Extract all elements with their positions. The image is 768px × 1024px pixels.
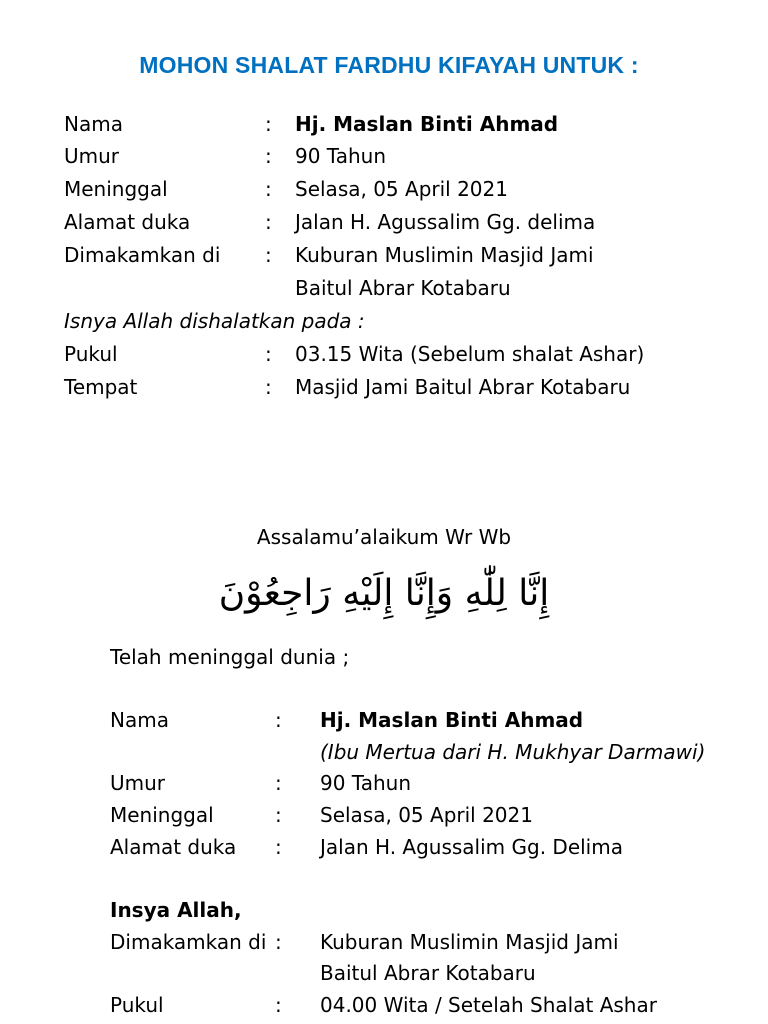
s2-colon: :: [275, 708, 282, 732]
s2-value-dimakamkan-line2: Baitul Abrar Kotabaru: [320, 961, 536, 985]
s1-label-nama: Nama: [64, 112, 123, 136]
s1-colon: :: [265, 243, 272, 267]
s2-value-nama-note: (Ibu Mertua dari H. Mukhyar Darmawi): [320, 740, 706, 764]
s1-label-alamat: Alamat duka: [64, 210, 191, 234]
document-title: MOHON SHALAT FARDHU KIFAYAH UNTUK :: [139, 52, 639, 78]
s2-value-dimakamkan-line1: Kuburan Muslimin Masjid Jami: [320, 930, 619, 954]
s2-value-umur: 90 Tahun: [320, 771, 411, 795]
s1-value-pukul: 03.15 Wita (Sebelum shalat Ashar): [295, 342, 645, 366]
s1-value-dimakamkan-line1: Kuburan Muslimin Masjid Jami: [295, 243, 594, 267]
s2-intro-text: Telah meninggal dunia ;: [110, 645, 350, 669]
s2-label-pukul: Pukul: [110, 993, 164, 1017]
s1-label-dimakamkan: Dimakamkan di: [64, 243, 221, 267]
s1-label-umur: Umur: [64, 144, 120, 168]
s1-colon: :: [265, 112, 272, 136]
s1-value-dimakamkan-line2: Baitul Abrar Kotabaru: [295, 276, 511, 300]
s1-intro-text: Isnya Allah dishalatkan pada :: [64, 309, 365, 333]
s2-label-dimakamkan: Dimakamkan di: [110, 930, 267, 954]
arabic-verse: إِنَّا لِلّٰهِ وَإِنَّا إِلَيْهِ رَاجِعُوْنَ: [218, 573, 550, 614]
s2-label-alamat: Alamat duka: [110, 835, 237, 859]
s2-value-meninggal: Selasa, 05 April 2021: [320, 803, 533, 827]
s1-colon: :: [265, 177, 272, 201]
s2-label-meninggal: Meninggal: [110, 803, 214, 827]
s2-colon: :: [275, 993, 282, 1017]
s1-colon: :: [265, 375, 272, 399]
s2-colon: :: [275, 835, 282, 859]
s1-colon: :: [265, 210, 272, 234]
s2-colon: :: [275, 930, 282, 954]
s2-label-nama: Nama: [110, 708, 169, 732]
greeting: Assalamu’alaikum Wr Wb: [256, 525, 512, 549]
s1-value-meninggal: Selasa, 05 April 2021: [295, 177, 508, 201]
s1-value-tempat: Masjid Jami Baitul Abrar Kotabaru: [295, 375, 631, 399]
s1-label-meninggal: Meninggal: [64, 177, 168, 201]
s1-value-nama: Hj. Maslan Binti Ahmad: [295, 112, 559, 136]
s1-value-alamat: Jalan H. Agussalim Gg. delima: [295, 210, 596, 234]
s2-value-alamat: Jalan H. Agussalim Gg. Delima: [320, 835, 623, 859]
s1-colon: :: [265, 342, 272, 366]
s2-colon: :: [275, 771, 282, 795]
s2-label-umur: Umur: [110, 771, 166, 795]
s2-colon: :: [275, 803, 282, 827]
s1-label-pukul: Pukul: [64, 342, 118, 366]
s2-value-pukul: 04.00 Wita / Setelah Shalat Ashar: [320, 993, 657, 1017]
s1-value-umur: 90 Tahun: [295, 144, 386, 168]
s1-colon: :: [265, 144, 272, 168]
s2-value-nama: Hj. Maslan Binti Ahmad: [320, 708, 584, 732]
s1-label-tempat: Tempat: [64, 375, 138, 399]
s2-insya-text: Insya Allah,: [110, 898, 242, 922]
